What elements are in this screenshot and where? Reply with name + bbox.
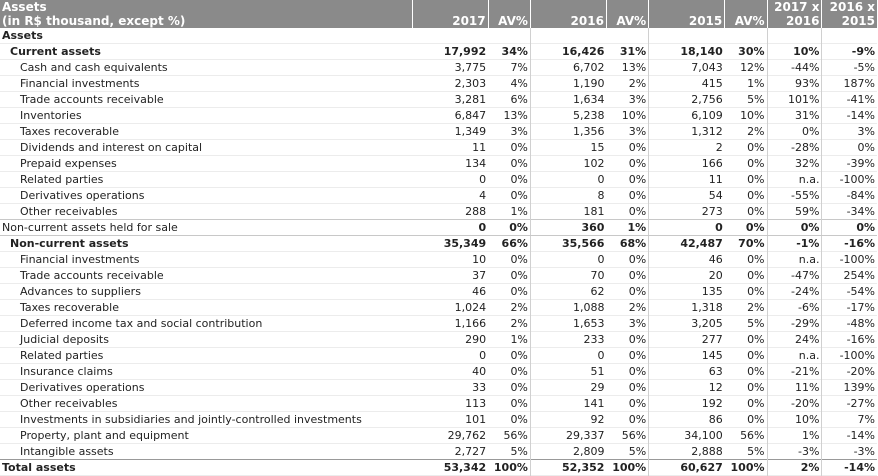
av-2015: 0%	[747, 365, 765, 378]
var-2016-vs-2015: -14%	[822, 428, 877, 444]
value-2017: 17,992	[443, 45, 487, 58]
row-label: Taxes recoverable	[20, 125, 119, 138]
value-2015: 60,627	[649, 460, 725, 476]
value-2015: 42,487	[649, 236, 725, 252]
av-2017: 6%	[510, 93, 528, 106]
group-row	[0, 44, 877, 60]
av-2017: 66%	[501, 237, 528, 250]
value-2016: 5,238	[530, 108, 606, 124]
value-2017: 288	[465, 205, 487, 218]
row-label: Trade accounts receivable	[20, 93, 164, 106]
value-2017: 35,349	[443, 237, 487, 250]
value-2016: 52,352	[530, 460, 606, 476]
av-2016: 3%	[628, 125, 647, 138]
av-2017: 2%	[510, 301, 528, 314]
header-var-2016-2015-line2: 2015	[822, 14, 877, 28]
value-2017: 290	[465, 333, 487, 346]
row-label: Current assets	[10, 45, 101, 58]
row-label: Insurance claims	[20, 365, 113, 378]
av-2016: 0%	[628, 285, 647, 298]
value-2016: 233	[530, 332, 606, 348]
header-var-2017-2016-line1: 2017 x	[767, 0, 822, 14]
av-2015: 0%	[747, 173, 765, 186]
row-label: Dividends and interest on capital	[20, 141, 203, 154]
row-label: Property, plant and equipment	[20, 429, 189, 442]
value-2015: 20	[649, 268, 725, 284]
var-2017-vs-2016: -29%	[767, 316, 822, 332]
av-2016: 0%	[628, 173, 647, 186]
var-2016-vs-2015: -48%	[822, 316, 877, 332]
header-var-2017-2016-line2: 2016	[767, 14, 822, 28]
var-2016-vs-2015: 7%	[822, 412, 877, 428]
av-2016: 10%	[621, 109, 647, 122]
table-row	[0, 268, 877, 284]
var-2016-vs-2015: 187%	[822, 76, 877, 92]
value-2017: 29,762	[447, 429, 487, 442]
var-2017-vs-2016: 93%	[767, 76, 822, 92]
value-2017: 6,847	[454, 109, 487, 122]
var-2016-vs-2015: 0%	[822, 220, 877, 236]
av-2016: 3%	[628, 93, 647, 106]
value-2017: 2,727	[454, 445, 487, 458]
av-2015: 0%	[747, 269, 765, 282]
av-2017: 0%	[510, 285, 528, 298]
av-2017: 100%	[488, 460, 530, 476]
row-label: Deferred income tax and social contribution	[20, 317, 263, 330]
av-2015: 0%	[747, 253, 765, 266]
table-row	[0, 92, 877, 108]
value-2015: 1,318	[649, 300, 725, 316]
value-2017: 33	[472, 381, 487, 394]
av-2016: 3%	[628, 317, 647, 330]
table-row	[0, 140, 877, 156]
table-row	[0, 396, 877, 412]
av-2016: 0%	[628, 141, 647, 154]
av-2017: 0%	[510, 349, 528, 362]
av-2017: 4%	[510, 77, 528, 90]
table-row	[0, 412, 877, 428]
var-2016-vs-2015: -9%	[822, 44, 877, 60]
value-2016: 0	[530, 348, 606, 364]
av-2017: 1%	[510, 205, 528, 218]
header-2016: 2016	[530, 14, 606, 28]
row-label: Judicial deposits	[20, 333, 109, 346]
var-2016-vs-2015: 0%	[822, 140, 877, 156]
value-2017: 0	[412, 220, 488, 236]
var-2016-vs-2015	[822, 28, 877, 44]
av-2016: 0%	[628, 269, 647, 282]
value-2016: 51	[530, 364, 606, 380]
var-2016-vs-2015: -20%	[822, 364, 877, 380]
header-var-2016-2015-line1: 2016 x	[822, 0, 877, 14]
value-2017: 3,775	[454, 61, 487, 74]
var-2017-vs-2016: 101%	[767, 92, 822, 108]
var-2017-vs-2016: -3%	[767, 444, 822, 460]
var-2016-vs-2015: -100%	[822, 172, 877, 188]
value-2015: 415	[649, 76, 725, 92]
av-2017: 13%	[503, 109, 528, 122]
var-2016-vs-2015: 139%	[822, 380, 877, 396]
value-2017: 37	[472, 269, 487, 282]
var-2017-vs-2016: 10%	[767, 412, 822, 428]
av-2015: 0%	[747, 333, 765, 346]
av-2015: 0%	[747, 205, 765, 218]
av-2015: 1%	[747, 77, 765, 90]
value-2015: 2,888	[649, 444, 725, 460]
var-2016-vs-2015: -27%	[822, 396, 877, 412]
value-2015: 166	[649, 156, 725, 172]
value-2017: 134	[465, 157, 487, 170]
section-row	[0, 28, 877, 44]
av-2015: 0%	[747, 397, 765, 410]
value-2015: 11	[649, 172, 725, 188]
value-2016: 102	[530, 156, 606, 172]
var-2017-vs-2016: 11%	[767, 380, 822, 396]
av-2017: 7%	[510, 61, 528, 74]
var-2016-vs-2015: -84%	[822, 188, 877, 204]
av-2017: 0%	[510, 365, 528, 378]
av-2016: 0%	[628, 365, 647, 378]
table-header	[0, 0, 877, 28]
av-2017: 0%	[510, 157, 528, 170]
av-2017: 0%	[510, 189, 528, 202]
var-2017-vs-2016: 10%	[767, 44, 822, 60]
table-row	[0, 172, 877, 188]
var-2016-vs-2015: -14%	[822, 460, 877, 476]
av-2017: 0%	[510, 269, 528, 282]
table-row	[0, 332, 877, 348]
av-2017: 56%	[503, 429, 528, 442]
var-2017-vs-2016: n.a.	[767, 172, 822, 188]
av-2015: 5%	[747, 445, 765, 458]
var-2017-vs-2016: 2%	[767, 460, 822, 476]
value-2015: 18,140	[649, 44, 725, 60]
row-label: Prepaid expenses	[20, 157, 117, 170]
av-2016: 0%	[628, 189, 647, 202]
row-label: Investments in subsidiaries and jointly-controlled investments	[20, 413, 362, 426]
var-2017-vs-2016	[767, 28, 822, 44]
row-label: Non-current assets	[10, 237, 129, 250]
av-2017: 0%	[510, 141, 528, 154]
value-2015: 192	[649, 396, 725, 412]
var-2016-vs-2015: -54%	[822, 284, 877, 300]
value-2017	[412, 28, 488, 44]
value-2015: 3,205	[649, 316, 725, 332]
av-2017: 0%	[488, 220, 530, 236]
av-2015: 0%	[747, 349, 765, 362]
value-2017: 101	[465, 413, 487, 426]
av-2015	[725, 28, 767, 44]
table-row	[0, 204, 877, 220]
av-2015: 56%	[740, 429, 765, 442]
value-2016: 70	[530, 268, 606, 284]
value-2016: 2,809	[530, 444, 606, 460]
value-2016: 181	[530, 204, 606, 220]
value-2017: 1,349	[454, 125, 487, 138]
var-2016-vs-2015: 254%	[822, 268, 877, 284]
av-2015: 0%	[747, 381, 765, 394]
row-label: Total assets	[0, 460, 412, 476]
av-2015: 0%	[747, 189, 765, 202]
var-2017-vs-2016: 1%	[767, 428, 822, 444]
table-row	[0, 252, 877, 268]
table-row	[0, 108, 877, 124]
value-2015: 2,756	[649, 92, 725, 108]
av-2016: 0%	[628, 413, 647, 426]
value-2015: 6,109	[649, 108, 725, 124]
table-body	[0, 28, 877, 476]
value-2017: 1,166	[454, 317, 487, 330]
table-row	[0, 428, 877, 444]
header-2017: 2017	[412, 14, 488, 28]
var-2017-vs-2016: 24%	[767, 332, 822, 348]
table-row	[0, 124, 877, 140]
row-label: Trade accounts receivable	[20, 269, 164, 282]
av-2015: 100%	[725, 460, 767, 476]
var-2017-vs-2016: -21%	[767, 364, 822, 380]
table-row	[0, 60, 877, 76]
row-label: Related parties	[20, 173, 104, 186]
table-row	[0, 364, 877, 380]
row-label: Assets	[2, 29, 43, 42]
value-2015: 86	[649, 412, 725, 428]
var-2017-vs-2016: 59%	[767, 204, 822, 220]
row-label: Inventories	[20, 109, 82, 122]
value-2016: 1,634	[530, 92, 606, 108]
value-2017: 10	[472, 253, 487, 266]
av-2017: 0%	[510, 397, 528, 410]
table-row	[0, 156, 877, 172]
row-label: Financial investments	[20, 77, 140, 90]
var-2016-vs-2015: -39%	[822, 156, 877, 172]
var-2016-vs-2015: -5%	[822, 60, 877, 76]
value-2015	[649, 28, 725, 44]
av-2016: 31%	[619, 45, 647, 58]
table-row	[0, 284, 877, 300]
header-title: Assets	[0, 0, 412, 14]
var-2017-vs-2016: n.a.	[767, 252, 822, 268]
var-2017-vs-2016: -44%	[767, 60, 822, 76]
value-2015: 273	[649, 204, 725, 220]
av-2015: 0%	[747, 413, 765, 426]
av-2016: 0%	[628, 349, 647, 362]
var-2017-vs-2016: 32%	[767, 156, 822, 172]
row-label: Other receivables	[20, 397, 118, 410]
value-2017: 46	[472, 285, 487, 298]
value-2015: 277	[649, 332, 725, 348]
row-label: Taxes recoverable	[20, 301, 119, 314]
row-label: Other receivables	[20, 205, 118, 218]
value-2016: 6,702	[530, 60, 606, 76]
var-2017-vs-2016: 31%	[767, 108, 822, 124]
row-label: Cash and cash equivalents	[20, 61, 168, 74]
av-2016: 1%	[606, 220, 648, 236]
value-2015: 54	[649, 188, 725, 204]
var-2016-vs-2015: -34%	[822, 204, 877, 220]
var-2017-vs-2016: -28%	[767, 140, 822, 156]
var-2017-vs-2016: -47%	[767, 268, 822, 284]
av-2016: 0%	[628, 253, 647, 266]
value-2016: 1,356	[530, 124, 606, 140]
value-2016: 0	[530, 252, 606, 268]
av-2016: 0%	[628, 157, 647, 170]
row-label: Derivatives operations	[20, 189, 145, 202]
av-2015: 0%	[725, 220, 767, 236]
av-2017	[488, 28, 530, 44]
value-2016: 360	[530, 220, 606, 236]
row-label: Derivatives operations	[20, 381, 145, 394]
av-2016: 100%	[606, 460, 648, 476]
table-row	[0, 316, 877, 332]
row-label: Advances to suppliers	[20, 285, 141, 298]
value-2017: 0	[479, 349, 487, 362]
av-2016: 0%	[628, 205, 647, 218]
value-2016: 141	[530, 396, 606, 412]
value-2015: 34,100	[649, 428, 725, 444]
var-2017-vs-2016: -6%	[767, 300, 822, 316]
value-2015: 1,312	[649, 124, 725, 140]
av-2017: 2%	[510, 317, 528, 330]
value-2016: 92	[530, 412, 606, 428]
av-2015: 2%	[747, 301, 765, 314]
table-row	[0, 300, 877, 316]
var-2017-vs-2016: 0%	[767, 220, 822, 236]
av-2017: 3%	[510, 125, 528, 138]
value-2017: 2,303	[454, 77, 487, 90]
value-2015: 145	[649, 348, 725, 364]
av-2016: 13%	[621, 61, 647, 74]
av-2015: 10%	[740, 109, 765, 122]
value-2016: 16,426	[530, 44, 606, 60]
table-row	[0, 380, 877, 396]
total-row	[0, 460, 877, 476]
av-2016	[606, 28, 648, 44]
row-label: Non-current assets held for sale	[0, 220, 412, 236]
table-row	[0, 188, 877, 204]
value-2015: 46	[649, 252, 725, 268]
av-2017: 5%	[510, 445, 528, 458]
av-2017: 0%	[510, 173, 528, 186]
av-2016: 0%	[628, 397, 647, 410]
value-2017: 0	[479, 173, 487, 186]
header-av-2015: AV%	[725, 14, 767, 28]
value-2016: 8	[530, 188, 606, 204]
value-2015: 7,043	[649, 60, 725, 76]
value-2016: 1,190	[530, 76, 606, 92]
av-2015: 0%	[747, 141, 765, 154]
table-row	[0, 444, 877, 460]
value-2015: 63	[649, 364, 725, 380]
av-2015: 70%	[738, 237, 765, 250]
value-2016: 35,566	[530, 236, 606, 252]
value-2015: 2	[649, 140, 725, 156]
group-row	[0, 236, 877, 252]
value-2016: 1,653	[530, 316, 606, 332]
var-2016-vs-2015: -14%	[822, 108, 877, 124]
av-2017: 0%	[510, 413, 528, 426]
header-av-2016: AV%	[606, 14, 648, 28]
av-2015: 2%	[747, 125, 765, 138]
var-2016-vs-2015: -16%	[822, 332, 877, 348]
value-2017: 4	[479, 189, 487, 202]
var-2017-vs-2016: -1%	[767, 236, 822, 252]
var-2017-vs-2016: -20%	[767, 396, 822, 412]
value-2016: 1,088	[530, 300, 606, 316]
row-label: Financial investments	[20, 253, 140, 266]
var-2016-vs-2015: -16%	[822, 236, 877, 252]
row-label: Related parties	[20, 349, 104, 362]
av-2015: 30%	[738, 45, 765, 58]
value-2017: 40	[472, 365, 487, 378]
header-av-2017: AV%	[488, 14, 530, 28]
av-2017: 0%	[510, 381, 528, 394]
av-2015: 0%	[747, 157, 765, 170]
value-2017: 1,024	[454, 301, 487, 314]
value-2016: 29	[530, 380, 606, 396]
value-2017: 11	[472, 141, 487, 154]
av-2016: 5%	[628, 445, 647, 458]
var-2016-vs-2015: -100%	[822, 252, 877, 268]
table-row	[0, 76, 877, 92]
av-2017: 34%	[501, 45, 528, 58]
av-2015: 5%	[747, 317, 765, 330]
value-2015: 0	[649, 220, 725, 236]
value-2017: 53,342	[412, 460, 488, 476]
standalone-row	[0, 220, 877, 236]
av-2015: 5%	[747, 93, 765, 106]
av-2016: 0%	[628, 381, 647, 394]
var-2016-vs-2015: -41%	[822, 92, 877, 108]
row-label: Intangible assets	[20, 445, 114, 458]
header-2015: 2015	[649, 14, 725, 28]
value-2015: 12	[649, 380, 725, 396]
table-row	[0, 348, 877, 364]
av-2017: 1%	[510, 333, 528, 346]
value-2016: 0	[530, 172, 606, 188]
value-2017: 113	[465, 397, 487, 410]
var-2016-vs-2015: -17%	[822, 300, 877, 316]
var-2017-vs-2016: -24%	[767, 284, 822, 300]
var-2017-vs-2016: 0%	[767, 124, 822, 140]
av-2015: 12%	[740, 61, 765, 74]
value-2016: 62	[530, 284, 606, 300]
av-2016: 0%	[628, 333, 647, 346]
var-2017-vs-2016: -55%	[767, 188, 822, 204]
var-2016-vs-2015: -100%	[822, 348, 877, 364]
av-2015: 0%	[747, 285, 765, 298]
value-2015: 135	[649, 284, 725, 300]
av-2016: 56%	[621, 429, 647, 442]
av-2017: 0%	[510, 253, 528, 266]
av-2016: 68%	[619, 237, 647, 250]
value-2016: 15	[530, 140, 606, 156]
var-2016-vs-2015: 3%	[822, 124, 877, 140]
var-2017-vs-2016: n.a.	[767, 348, 822, 364]
value-2017: 3,281	[454, 93, 487, 106]
value-2016: 29,337	[530, 428, 606, 444]
av-2016: 2%	[628, 301, 647, 314]
av-2016: 2%	[628, 77, 647, 90]
header-subtitle: (in R$ thousand, except %)	[0, 14, 412, 28]
value-2016	[530, 28, 606, 44]
var-2016-vs-2015: -3%	[822, 444, 877, 460]
